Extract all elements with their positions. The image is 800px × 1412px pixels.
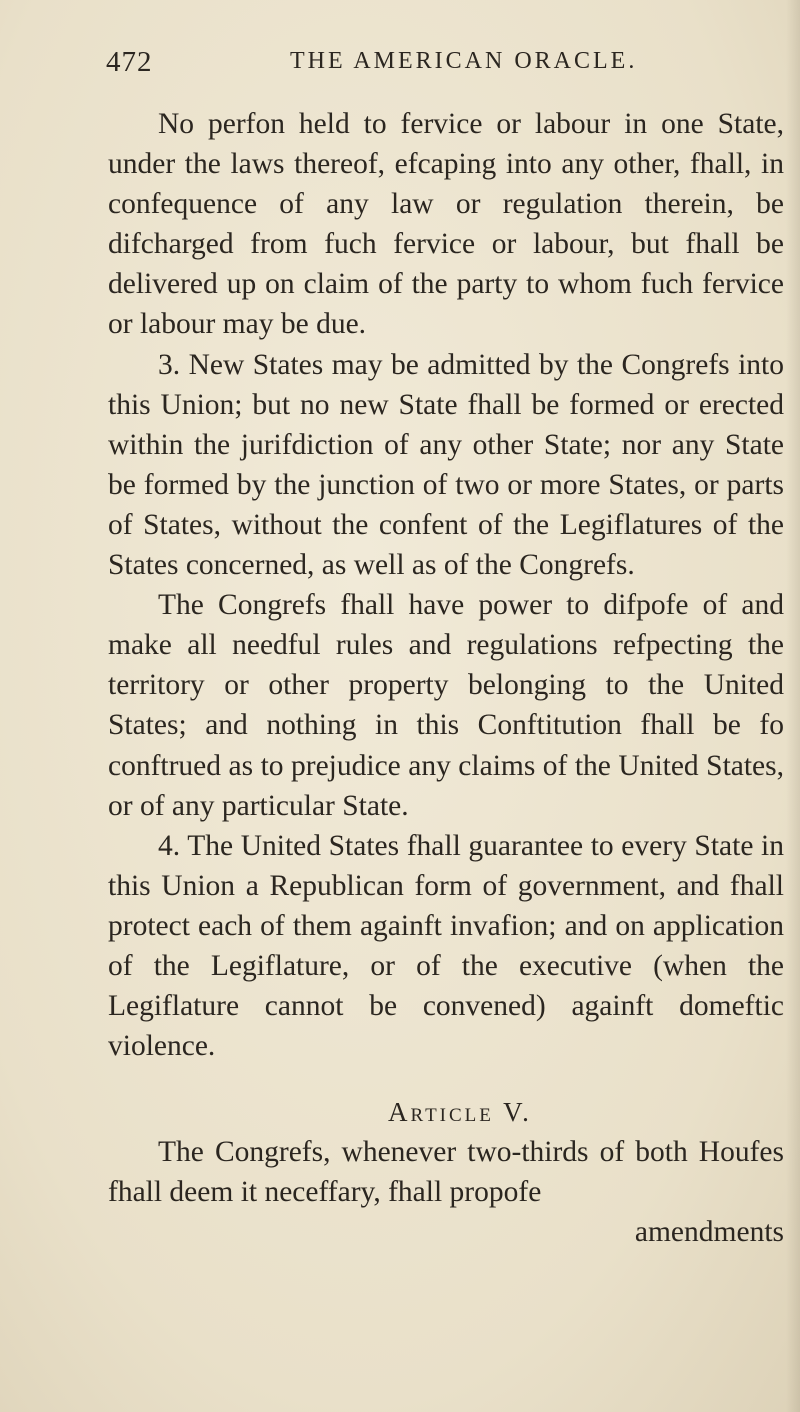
body-text xyxy=(108,104,784,1252)
catchword: amendments xyxy=(634,1216,784,1249)
paragraph-new-states: 3. New States may be admitted by the Congrefs into this Union; but no new State fhall be formed or erected within the jurifdiction of any other State; nor any State be formed by the junction of two or more States, or parts of States, without the confent of the Legiflatures of the States concerned, as well as of the Congrefs. xyxy=(108,348,784,582)
page-number: 472 xyxy=(106,46,153,78)
paragraph-fugitive-clause: No perfon held to fervice or labour in one State, under the laws thereof, efcaping into any other, fhall, in confequence of any law or regulation therein, be difcharged from fuch fervice or labour, but fhall be delivered up on claim of the party to whom fuch fervice or labour may be due. xyxy=(108,108,784,341)
paragraph-amendments: The Congrefs, whenever two-thirds of both Houfes fhall deem it neceffary, fhall propofe xyxy=(108,1136,784,1209)
running-head: THE AMERICAN ORACLE. xyxy=(290,48,638,74)
page-header xyxy=(106,46,786,86)
article-heading: Article V. xyxy=(388,1097,532,1128)
paragraph-territory: The Congrefs fhall have power to difpofe of and make all needful rules and regulations refpecting the territory or other property belonging to the United States; and nothing in this Conftitution fhall be fo conftrued as to prejudice any claims of the United States, or of any particular State. xyxy=(108,589,784,822)
page-edge-shadow xyxy=(786,0,800,1412)
paragraph-guarantee: 4. The United States fhall guarantee to every State in this Union a Republican form of government, and fhall protect each of them againft invafion; and on application of the Legiflature, or of the executive (when the Legiflature cannot be convened) againft domeftic violence. xyxy=(108,829,784,1063)
